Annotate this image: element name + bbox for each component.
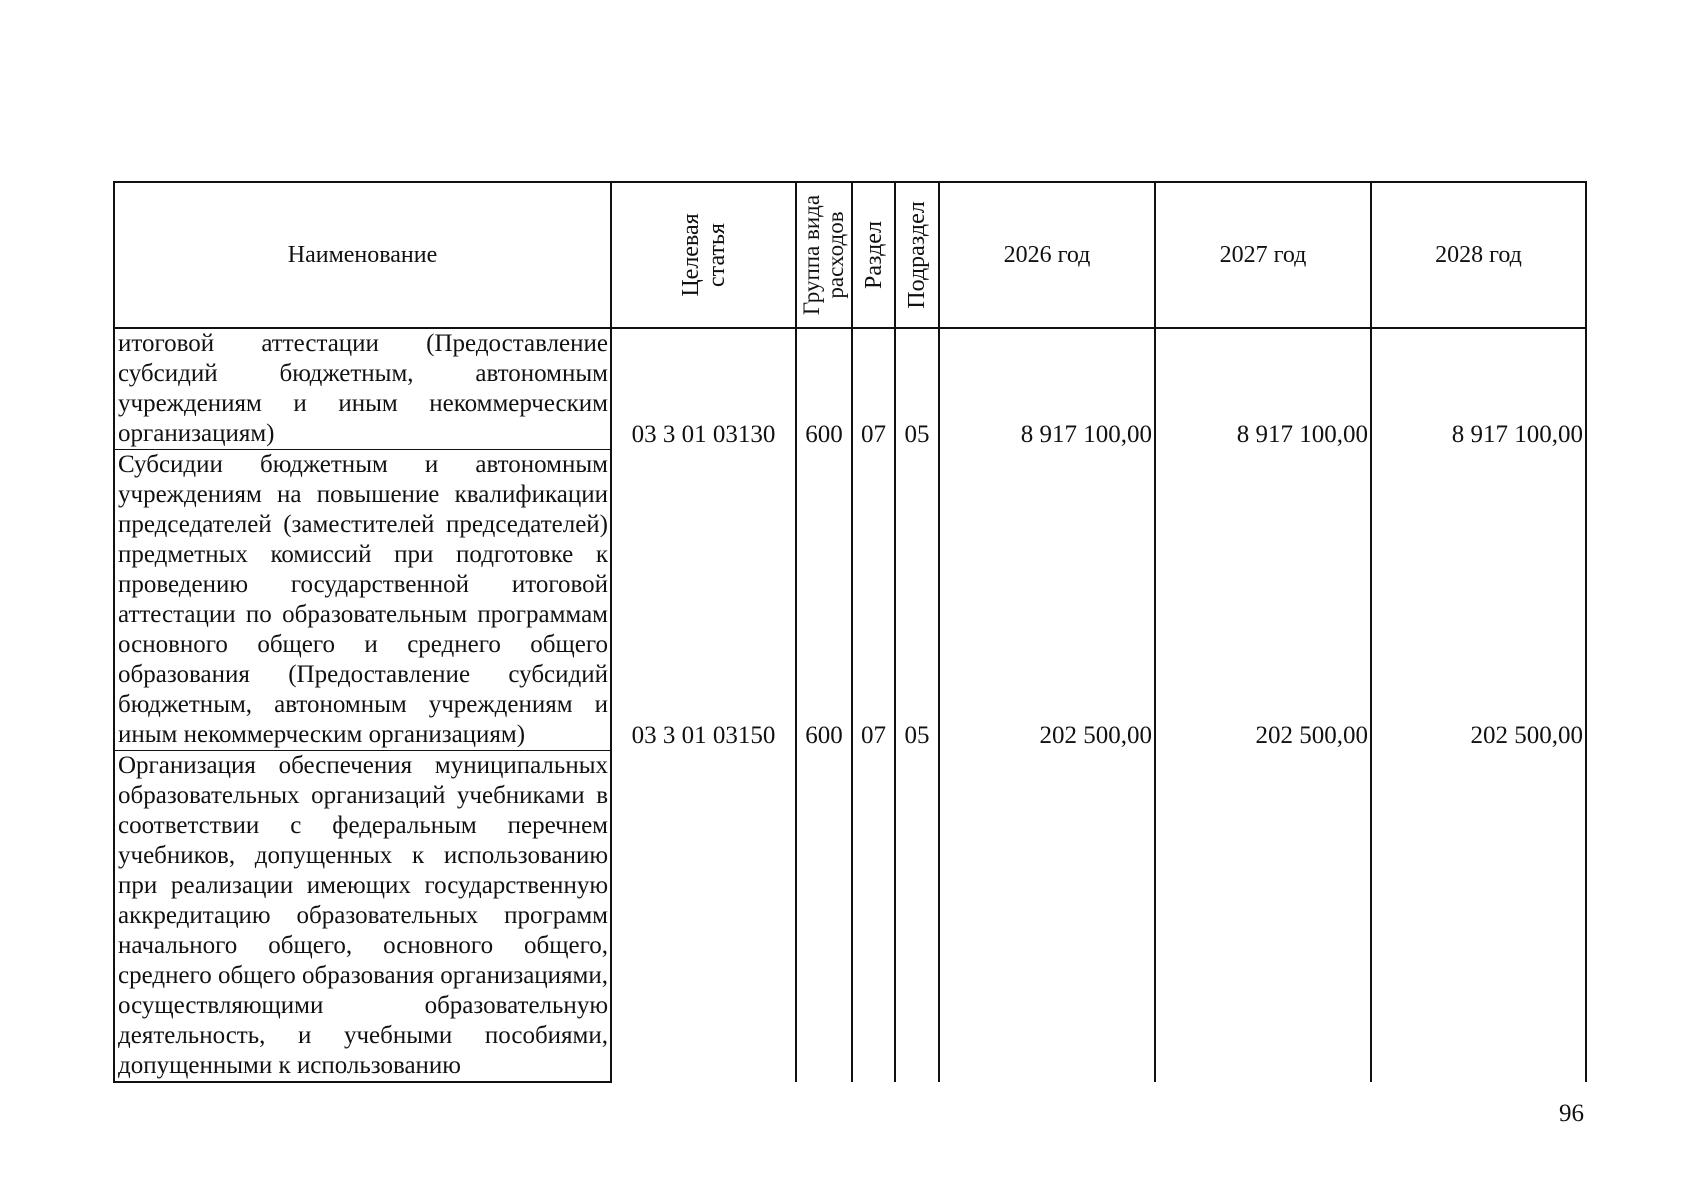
row-section: 07 [852, 450, 895, 751]
row-expense-group: 600 [796, 328, 852, 450]
header-name: Наименование [114, 182, 611, 328]
header-year-2028: 2028 год [1371, 182, 1586, 328]
row-section: 07 [852, 328, 895, 450]
table-row [114, 450, 1586, 751]
header-expense-group: Группа вида расходов [796, 182, 852, 328]
header-subsection: Подраздел [895, 182, 939, 328]
row-amount-2028 [1371, 751, 1586, 1083]
row-target-article: 03 3 01 03130 [611, 328, 796, 450]
row-amount-2027: 202 500,00 [1155, 450, 1371, 751]
row-name: Субсидии бюджетным и автономным учреждениям на повышение квалификации председателей (заместителей председателей) предметных комиссий при подготовке к проведению государственной итоговой аттестации по образовательным программам основного общего и среднего общего образования (Предоставление субсидий бюджетным, автономным учреждениям и иным некоммерческим организациям) [114, 450, 611, 751]
row-subsection: 05 [895, 328, 939, 450]
row-amount-2028: 8 917 100,00 [1371, 328, 1586, 450]
row-amount-2026 [939, 751, 1155, 1083]
row-name: итоговой аттестации (Предоставление субсидий бюджетным, автономным учреждениям и иным некоммерческим организациям) [114, 328, 611, 450]
header-year-2026: 2026 год [939, 182, 1155, 328]
page-number: 96 [1559, 1100, 1584, 1127]
header-section: Раздел [852, 182, 895, 328]
row-expense-group: 600 [796, 450, 852, 751]
table-row [114, 328, 1586, 450]
row-subsection [895, 751, 939, 1083]
row-expense-group [796, 751, 852, 1083]
row-target-article [611, 751, 796, 1083]
table-row [114, 751, 1586, 1083]
row-name: Организация обеспечения муниципальных образовательных организаций учебниками в соответствии с федеральным перечнем учебников, допущенных к использованию при реализации имеющих государственную аккредитацию образовательных программ начального общего, основного общего, среднего общего образования организациями, осуществляющими образовательную деятельность, и учебными пособиями, допущенными к использованию [114, 751, 611, 1083]
row-amount-2026: 8 917 100,00 [939, 328, 1155, 450]
row-amount-2027: 8 917 100,00 [1155, 328, 1371, 450]
row-target-article: 03 3 01 03150 [611, 450, 796, 751]
row-amount-2026: 202 500,00 [939, 450, 1155, 751]
row-section [852, 751, 895, 1083]
table-header-row [114, 182, 1586, 328]
header-year-2027: 2027 год [1155, 182, 1371, 328]
row-subsection: 05 [895, 450, 939, 751]
header-target-article: Целевая статья [611, 182, 796, 328]
row-amount-2027 [1155, 751, 1371, 1083]
row-amount-2028: 202 500,00 [1371, 450, 1586, 751]
budget-table [113, 181, 1587, 1083]
